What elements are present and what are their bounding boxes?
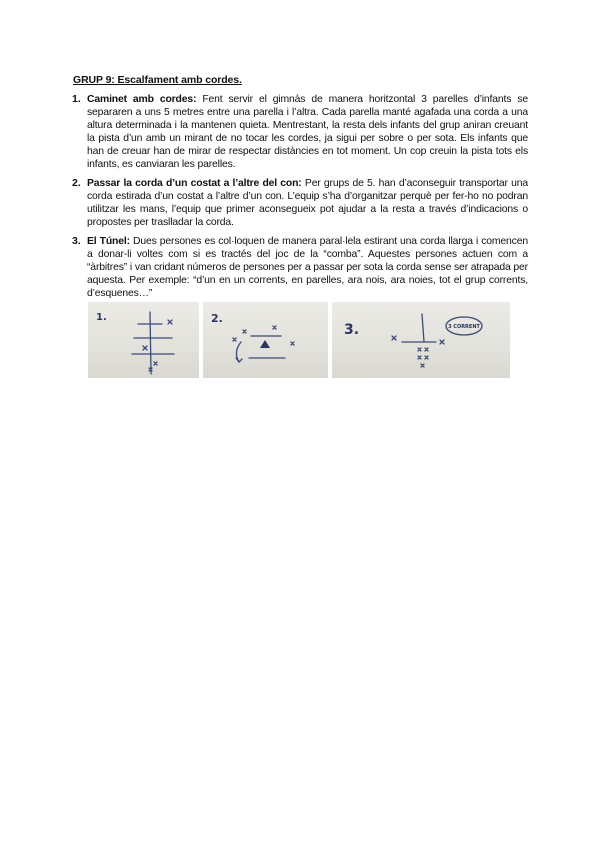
sketch-label-1: 1.	[96, 312, 107, 323]
item-text: Dues persones es col·loquen de manera paral·lela estirant una corda llarga i comencen a donar-li voltes com si es tractés del joc de la “comba”. Aquestes persones actuen com a “àrbitres” i van cridant números de persones per a passar per sota la corda sense ser atrapada per aquesta. Per exemple: “d’un en un corrents, en parelles, ara nois, ara noies, tot el grup corrents, d’esquenes…”	[87, 236, 528, 299]
document-title: GRUP 9: Escalfament amb cordes.	[73, 74, 242, 86]
sketch-drawing-3	[332, 302, 510, 378]
sketch-label-3: 3.	[344, 322, 360, 338]
item-paragraph	[87, 93, 528, 171]
item-heading: El Túnel:	[87, 236, 130, 247]
item-paragraph	[87, 177, 528, 229]
activity-item-2	[72, 177, 528, 229]
sketch-label-2: 2.	[211, 312, 223, 325]
item-heading: Caminet amb cordes:	[87, 94, 197, 105]
sketch-note: 3 CORRENT	[448, 324, 480, 330]
sketch-photo-1	[88, 302, 199, 378]
sketch-drawing-2	[203, 302, 328, 378]
sketch-photo-2	[203, 302, 328, 378]
item-number: 2.	[72, 177, 81, 189]
activity-item-1	[72, 93, 528, 171]
item-text: Per grups de 5. han d’aconseguir transportar una corda estirada d’un costat a l’altre d’un con. L’equip s’ha d’organitzar perquè per fer-ho no podran utilitzar les mans, l’equip que primer aconsegueix pot ajudar a la resta a través d’indicacions o propostes per traslladar la corda.	[87, 178, 528, 228]
item-number: 3.	[72, 235, 81, 247]
item-text: Fent servir el gimnàs de manera horitzontal 3 parelles d’infants se separaren a uns 5 metres entre una parella i l’altra. Cada parella manté agafada una corda a una altura determinada i la mantenen quieta. Mentrestant, la resta dels infants del grup aniran creuant la pista d’un amb un mirant de no tocar les cordes, ja sigui per sobre o per sota. Els infants que han de creuar han de mirar de respectar distàncies en tot moment. Un cop creuin la pista tots els infants, es canviaran les parelles.	[87, 94, 528, 170]
item-paragraph	[87, 235, 528, 300]
sketch-photo-3	[332, 302, 510, 378]
item-heading: Passar la corda d’un costat a l’altre del con:	[87, 178, 302, 189]
activity-list	[72, 93, 528, 306]
sketch-drawing-1	[88, 302, 199, 378]
activity-item-3	[72, 235, 528, 300]
item-number: 1.	[72, 93, 81, 105]
